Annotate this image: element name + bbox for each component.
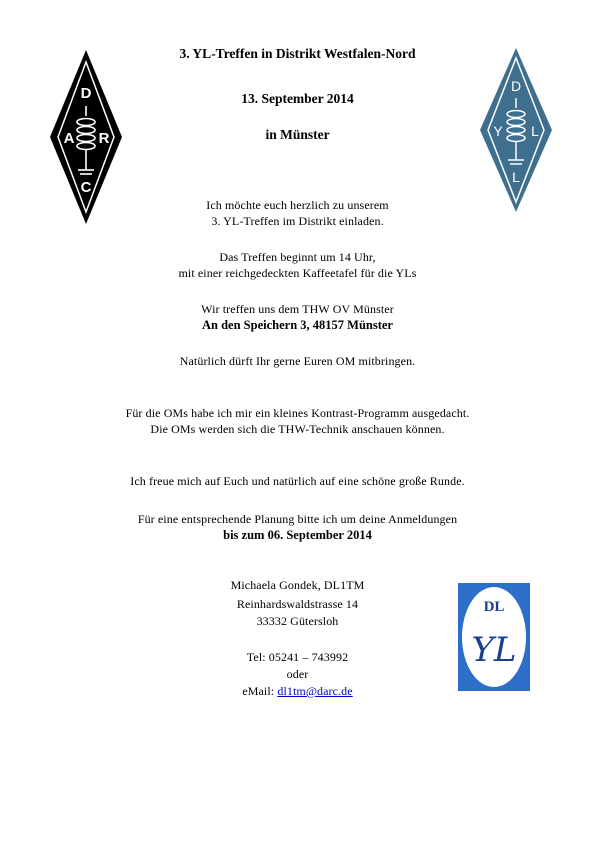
contact-tel: Tel: 05241 – 743992 <box>246 650 349 664</box>
email-label: eMail: <box>242 684 278 698</box>
darc-letter-r: R <box>98 130 110 147</box>
contact-or: oder <box>286 667 309 681</box>
event-title: 3. YL-Treffen in Distrikt Westfalen-Nord <box>179 46 416 61</box>
dlyl-logo <box>458 583 530 691</box>
dyl-letter-l: L <box>531 123 539 139</box>
dlyl-script-text: YL <box>471 630 517 670</box>
darc-letter-c: C <box>80 179 92 196</box>
event-place: in Münster <box>265 127 330 142</box>
invite-line-2: 3. YL-Treffen im Distrikt einladen. <box>211 214 384 228</box>
closing-line: Ich freue mich auf Euch und natürlich auf eine schöne große Runde. <box>130 474 465 488</box>
invite-line-1: Ich möchte euch herzlich zu unserem <box>206 198 389 212</box>
venue-line-1: Wir treffen uns dem THW OV Münster <box>201 302 394 316</box>
email-link[interactable]: dl1tm@darc.de <box>277 684 353 698</box>
darc-letter-a: A <box>63 130 75 147</box>
registration-line: Für eine entsprechende Planung bitte ich um deine Anmeldungen <box>137 512 458 526</box>
dyl-letter-y: Y <box>493 123 503 139</box>
venue-address: An den Speichern 3, 48157 Münster <box>202 318 393 332</box>
dlyl-top-text: DL <box>483 599 505 615</box>
start-line-2: mit einer reichgedeckten Kaffeetafel für die YLs <box>178 266 417 280</box>
contact-name: Michaela Gondek, DL1TM <box>230 578 365 592</box>
om-welcome: Natürlich dürft Ihr gerne Euren OM mitbringen. <box>179 354 416 368</box>
om-program-line-1: Für die OMs habe ich mir ein kleines Kontrast-Programm ausgedacht. <box>125 406 470 420</box>
contact-city: 33332 Gütersloh <box>256 614 339 628</box>
dyl-letter-l2: L <box>512 169 520 185</box>
darc-letter-d: D <box>80 85 92 102</box>
dyl-letter-d: D <box>510 78 522 94</box>
contact-street: Reinhardswaldstrasse 14 <box>236 597 359 611</box>
registration-deadline: bis zum 06. September 2014 <box>223 528 372 542</box>
event-date: 13. September 2014 <box>241 91 354 106</box>
start-line-1: Das Treffen beginnt um 14 Uhr, <box>219 250 376 264</box>
om-program-line-2: Die OMs werden sich die THW-Technik anschauen können. <box>150 422 445 436</box>
